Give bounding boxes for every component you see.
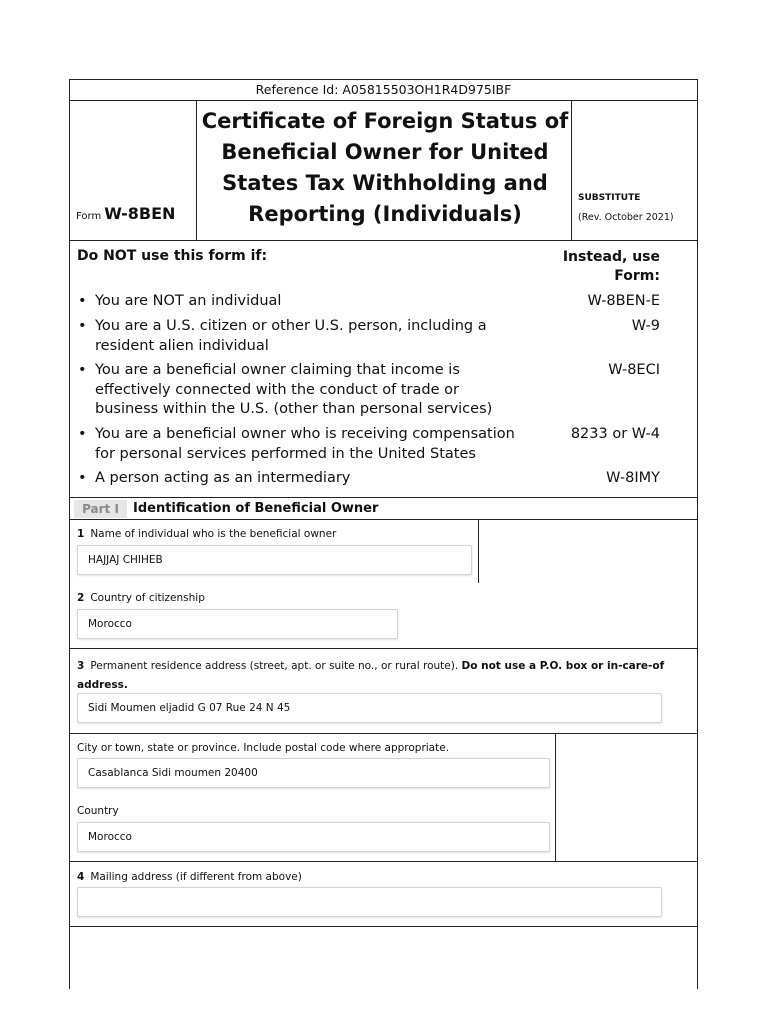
divider: [70, 926, 697, 927]
divider: [70, 100, 697, 101]
form-title: Certificate of Foreign Status of Beneficial Owner for United States Tax Withholding and Reporting (Individuals): [201, 109, 569, 226]
do-not-use-heading: Do NOT use this form if:: [77, 248, 268, 264]
country-of-citizenship-input[interactable]: Morocco: [77, 609, 398, 639]
instruction-item: • You are a beneficial owner claiming that income is effectively connected with the conduct of trade or business within the U.S. (other than personal services): [76, 361, 516, 420]
mailing-address-input[interactable]: [77, 887, 662, 917]
part-label: Part I: [74, 500, 127, 518]
part-title: Identification of Beneficial Owner: [133, 501, 379, 516]
revision-date: (Rev. October 2021): [578, 212, 674, 223]
alternative-form: W-8IMY: [606, 470, 660, 486]
alternative-form: W-8BEN-E: [587, 293, 660, 309]
divider: [70, 861, 697, 862]
beneficial-owner-name-input[interactable]: HAJJAJ CHIHEB: [77, 545, 472, 575]
citizenship-label: 2 Country of citizenship: [77, 592, 205, 604]
country-input[interactable]: Morocco: [77, 822, 550, 852]
divider: [478, 519, 479, 583]
residence-address-input[interactable]: Sidi Moumen eljadid G 07 Rue 24 N 45: [77, 693, 662, 723]
city-input[interactable]: Casablanca Sidi moumen 20400: [77, 758, 550, 788]
divider: [70, 519, 697, 520]
alternative-form: W-9: [631, 318, 660, 334]
divider: [70, 648, 697, 649]
divider: [555, 733, 556, 861]
mailing-label: 4 Mailing address (if different from above): [77, 871, 302, 883]
city-label: City or town, state or province. Include postal code where appropriate.: [77, 742, 450, 754]
instruction-item: • You are a U.S. citizen or other U.S. person, including a resident alien individual: [76, 317, 516, 356]
form-number: Form W-8BEN: [76, 204, 176, 223]
reference-id: Reference Id: A05815503OH1R4D975IBF: [255, 82, 512, 97]
instruction-item: • You are a beneficial owner who is receiving compensation for personal services performed in the United States: [76, 425, 516, 464]
country-label: Country: [77, 805, 119, 817]
divider: [70, 240, 697, 241]
w8ben-form: [69, 79, 698, 989]
alternative-form: 8233 or W-4: [570, 426, 660, 442]
instruction-item: • You are NOT an individual: [76, 292, 516, 312]
name-label: 1 Name of individual who is the beneficial owner: [77, 528, 337, 540]
divider: [70, 733, 697, 734]
instruction-item: • A person acting as an intermediary: [76, 469, 516, 489]
substitute-label: SUBSTITUTE: [578, 193, 641, 203]
instead-use-heading: Instead, use Form:: [562, 249, 660, 284]
residence-label: 3 Permanent residence address (street, apt. or suite no., or rural route). Do not use a P.O. box or in-care-of address.: [77, 660, 665, 691]
divider: [196, 100, 197, 240]
alternative-form: W-8ECI: [608, 362, 660, 378]
divider: [70, 497, 697, 498]
